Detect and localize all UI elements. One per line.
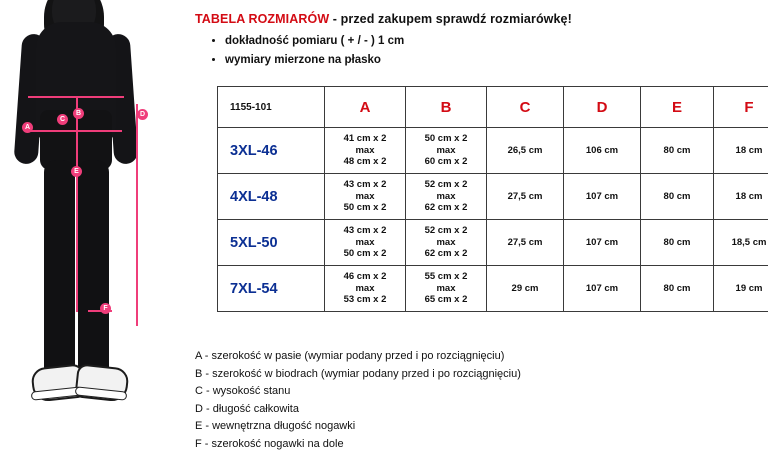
column-header-c: C bbox=[487, 87, 564, 128]
legend bbox=[195, 348, 521, 453]
cell-a: 43 cm x 2 max 50 cm x 2 bbox=[325, 220, 406, 266]
cell-d: 107 cm bbox=[564, 220, 641, 266]
column-header-f: F bbox=[714, 87, 768, 128]
cell-a: 43 cm x 2 max 50 cm x 2 bbox=[325, 174, 406, 220]
cell-e: 80 cm bbox=[641, 128, 714, 174]
marker-a-icon: A bbox=[22, 122, 33, 133]
cell-b: 50 cm x 2 max 60 cm x 2 bbox=[406, 128, 487, 174]
column-header-d: D bbox=[564, 87, 641, 128]
cell-c: 29 cm bbox=[487, 266, 564, 312]
product-code: 1155-101 bbox=[218, 87, 325, 128]
model-left-legging bbox=[44, 160, 75, 375]
chart-content bbox=[185, 0, 768, 460]
legend-item-f: F - szerokość nogawki na dole bbox=[195, 437, 344, 450]
column-header-b: B bbox=[406, 87, 487, 128]
page-title-emphasis: TABELA ROZMIARÓW bbox=[195, 12, 330, 26]
size-label: 7XL-54 bbox=[218, 266, 325, 312]
size-table bbox=[217, 86, 768, 312]
cell-c: 27,5 cm bbox=[487, 220, 564, 266]
cell-e: 80 cm bbox=[641, 266, 714, 312]
marker-c-icon: C bbox=[57, 114, 68, 125]
marker-b-icon: B bbox=[73, 108, 84, 119]
cell-f: 18 cm bbox=[714, 174, 768, 220]
marker-e-icon: E bbox=[71, 166, 82, 177]
measure-line-total-length bbox=[136, 104, 138, 326]
cell-c: 26,5 cm bbox=[487, 128, 564, 174]
cell-b: 52 cm x 2 max 62 cm x 2 bbox=[406, 174, 487, 220]
legend-item-e: E - wewnętrzna długość nogawki bbox=[195, 420, 356, 432]
product-photo bbox=[0, 0, 185, 460]
cell-c: 27,5 cm bbox=[487, 174, 564, 220]
column-header-a: A bbox=[325, 87, 406, 128]
cell-b: 52 cm x 2 max 62 cm x 2 bbox=[406, 220, 487, 266]
legend-item-d: D - długość całkowita bbox=[195, 402, 299, 415]
size-label: 3XL-46 bbox=[218, 128, 325, 174]
note-item: • dokładność pomiaru ( + / - ) 1 cm bbox=[225, 32, 404, 51]
model-right-legging bbox=[78, 160, 109, 375]
cell-f: 18,5 cm bbox=[714, 220, 768, 266]
cell-a: 41 cm x 2 max 48 cm x 2 bbox=[325, 128, 406, 174]
column-header-e: E bbox=[641, 87, 714, 128]
note-item: • wymiary mierzone na płasko bbox=[225, 51, 404, 70]
table-row bbox=[218, 128, 768, 174]
cell-e: 80 cm bbox=[641, 174, 714, 220]
size-label: 4XL-48 bbox=[218, 174, 325, 220]
cell-d: 107 cm bbox=[564, 266, 641, 312]
cell-f: 19 cm bbox=[714, 266, 768, 312]
measurement-notes bbox=[211, 32, 404, 70]
marker-d-icon: D bbox=[137, 109, 148, 120]
size-label: 5XL-50 bbox=[218, 220, 325, 266]
table-header-row bbox=[218, 87, 768, 128]
legend-item-a: A - szerokość w pasie (wymiar podany przed i po rozciągnięciu) bbox=[195, 350, 505, 362]
cell-d: 106 cm bbox=[564, 128, 641, 174]
marker-f-icon: F bbox=[100, 303, 111, 314]
page-title-rest: - przed zakupem sprawdź rozmiarówkę! bbox=[329, 12, 572, 26]
cell-a: 46 cm x 2 max 53 cm x 2 bbox=[325, 266, 406, 312]
cell-d: 107 cm bbox=[564, 174, 641, 220]
measure-line-rise bbox=[76, 96, 78, 144]
cell-e: 80 cm bbox=[641, 220, 714, 266]
model-illustration bbox=[0, 0, 185, 460]
table-row bbox=[218, 266, 768, 312]
cell-b: 55 cm x 2 max 65 cm x 2 bbox=[406, 266, 487, 312]
legend-item-b: B - szerokość w biodrach (wymiar podany przed i po rozciągnięciu) bbox=[195, 367, 521, 380]
table-row bbox=[218, 220, 768, 266]
table-row bbox=[218, 174, 768, 220]
cell-f: 18 cm bbox=[714, 128, 768, 174]
legend-item-c: C - wysokość stanu bbox=[195, 385, 291, 397]
page-title bbox=[195, 12, 572, 26]
